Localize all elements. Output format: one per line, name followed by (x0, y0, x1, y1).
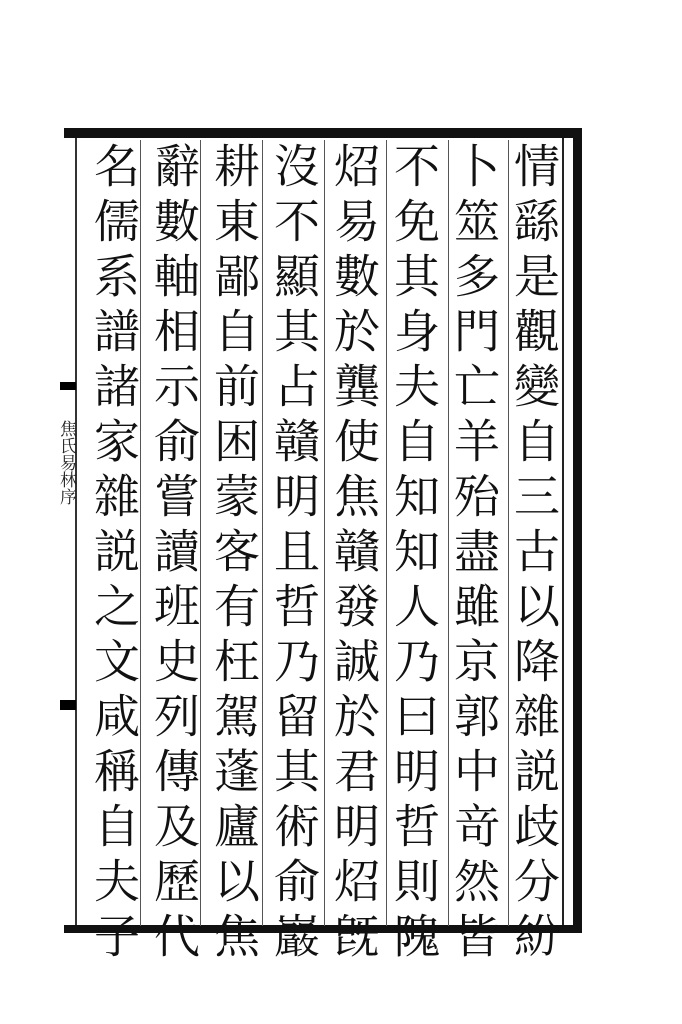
text-column-1: 情繇是觀變自三古以降雜説歧分紛 (507, 142, 561, 967)
text-column-2: 卜筮多門亡羊殆盡雖京郭中竒然皆 (447, 142, 501, 967)
text-column-8: 名儒系譜諸家雜説之文咸稱自夫子 (87, 142, 141, 967)
top-frame-border (64, 128, 582, 138)
text-column-3: 不免其身夫自知知人乃曰明哲則隗 (387, 142, 441, 967)
right-frame-border (573, 128, 582, 933)
left-margin-rule (75, 138, 77, 925)
fish-tail-mark (60, 700, 76, 710)
text-column-6: 耕東鄙自前困蒙客有枉駕蓬廬以焦 (207, 142, 261, 967)
text-column-4: 炤易數於龔使焦贛發誠於君明炤旣 (327, 142, 381, 967)
fish-tail-mark (60, 382, 76, 390)
margin-fold-title: 焦氏易林序 (56, 420, 76, 505)
text-column-7: 辭數軸相示俞嘗讀班史列傳及歷代 (147, 142, 201, 967)
text-column-5: 沒不顯其占贛明且哲乃留其術俞巖 (267, 142, 321, 967)
